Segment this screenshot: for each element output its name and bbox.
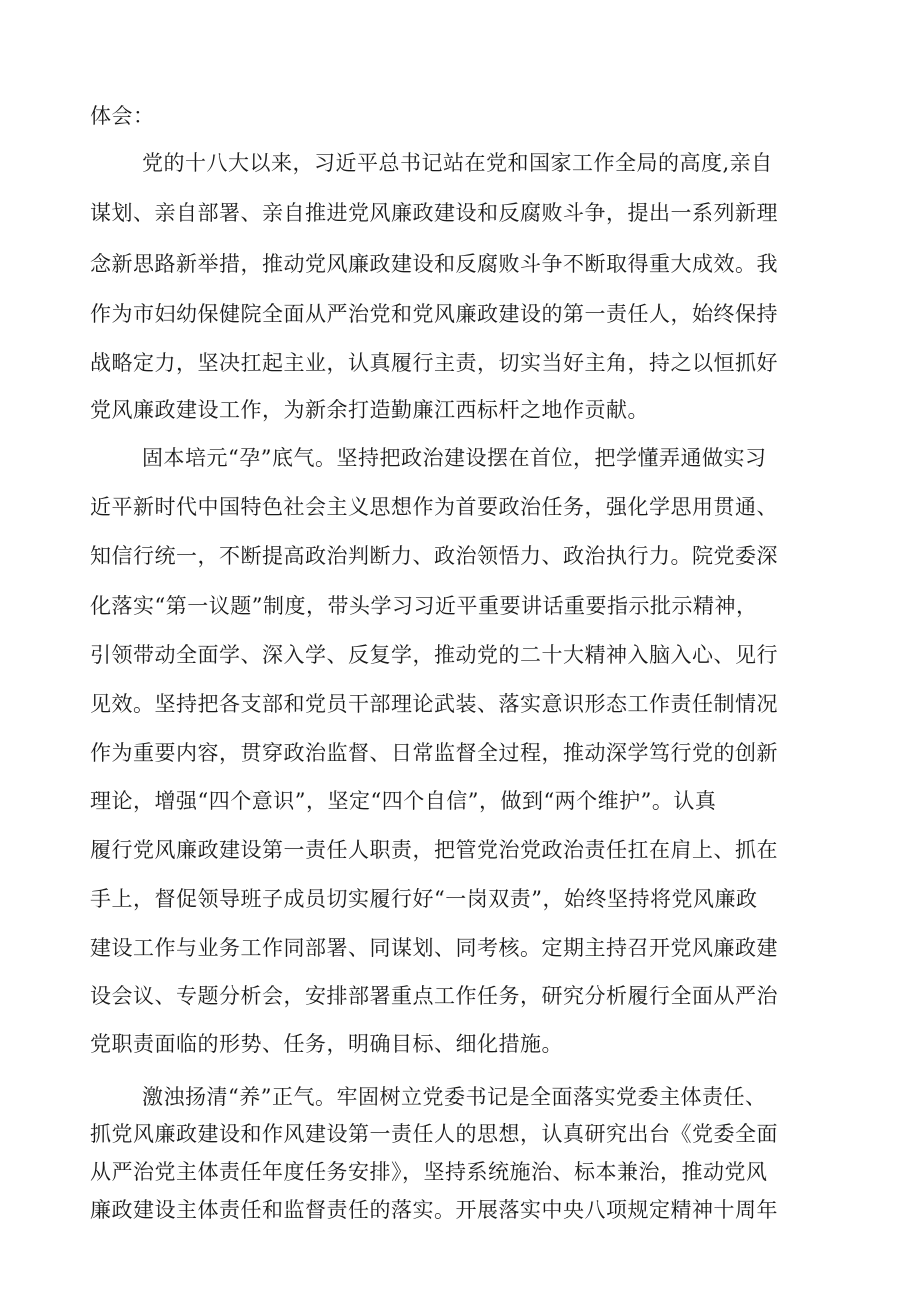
text-line: 近平新时代中国特色社会主义思想作为首要政治任务，强化学思用贯通、: [90, 495, 778, 519]
text-line: 见效。坚持把各支部和党员干部理论武装、落实意识形态工作责任制情况: [90, 692, 778, 716]
text-line: 设会议、专题分析会，安排部署重点工作任务，研究分析履行全面从严治: [90, 984, 778, 1008]
text-line: 理论，增强“四个意识”，坚定“四个自信”，做到“两个维护”。认真: [90, 789, 717, 813]
text-line: 党职责面临的形势、任务，明确目标、细化措施。: [90, 1032, 563, 1056]
text-line: 引领带动全面学、深入学、反复学，推动党的二十大精神入脑入心、见行: [90, 643, 778, 667]
text-line: 抓党风廉政建设和作风建设第一责任人的思想，认真研究出台《党委全面: [90, 1122, 778, 1146]
text-line: 手上，督促领导班子成员切实履行好“一岗双责”，始终坚持将党风廉政: [90, 887, 758, 911]
text-line: 作为市妇幼保健院全面从严治党和党风廉政建设的第一责任人，始终保持: [90, 302, 778, 326]
text-line: 固本培元“孕”底气。坚持把政治建设摆在首位，把学懂弄通做实习: [142, 446, 767, 470]
text-line: 战略定力，坚决扛起主业，认真履行主责，切实当好主角，持之以恒抓好: [90, 351, 778, 375]
text-line: 体会：: [90, 104, 155, 128]
text-line: 党风廉政建设工作，为新余打造勤廉江西标杆之地作贡献。: [90, 398, 649, 422]
text-line: 廉政建设主体责任和监督责任的落实。开展落实中央八项规定精神十周年: [90, 1198, 778, 1222]
text-line: 党的十八大以来，习近平总书记站在党和国家工作全局的高度,亲自: [142, 151, 773, 175]
text-line: 谋划、亲自部署、亲自推进党风廉政建设和反腐败斗争，提出一系列新理: [90, 201, 778, 225]
text-line: 化落实“第一议题”制度，带头学习习近平重要讲话重要指示批示精神，: [90, 594, 758, 618]
text-line: 履行党风廉政建设第一责任人职责，把管党治党政治责任扛在肩上、抓在: [90, 838, 778, 862]
text-line: 从严治党主体责任年度任务安排》，坚持系统施治、标本兼治，推动党风: [90, 1160, 768, 1184]
text-line: 建设工作与业务工作同部署、同谋划、同考核。定期主持召开党风廉政建: [90, 936, 778, 960]
text-line: 激浊扬清“养”正气。牢固树立党委书记是全面落实党委主体责任、: [142, 1085, 767, 1109]
text-line: 念新思路新举措，推动党风廉政建设和反腐败斗争不断取得重大成效。我: [90, 252, 778, 276]
text-line: 知信行统一，不断提高政治判断力、政治领悟力、政治执行力。院党委深: [90, 544, 778, 568]
text-line: 作为重要内容，贯穿政治监督、日常监督全过程，推动深学笃行党的创新: [90, 741, 778, 765]
